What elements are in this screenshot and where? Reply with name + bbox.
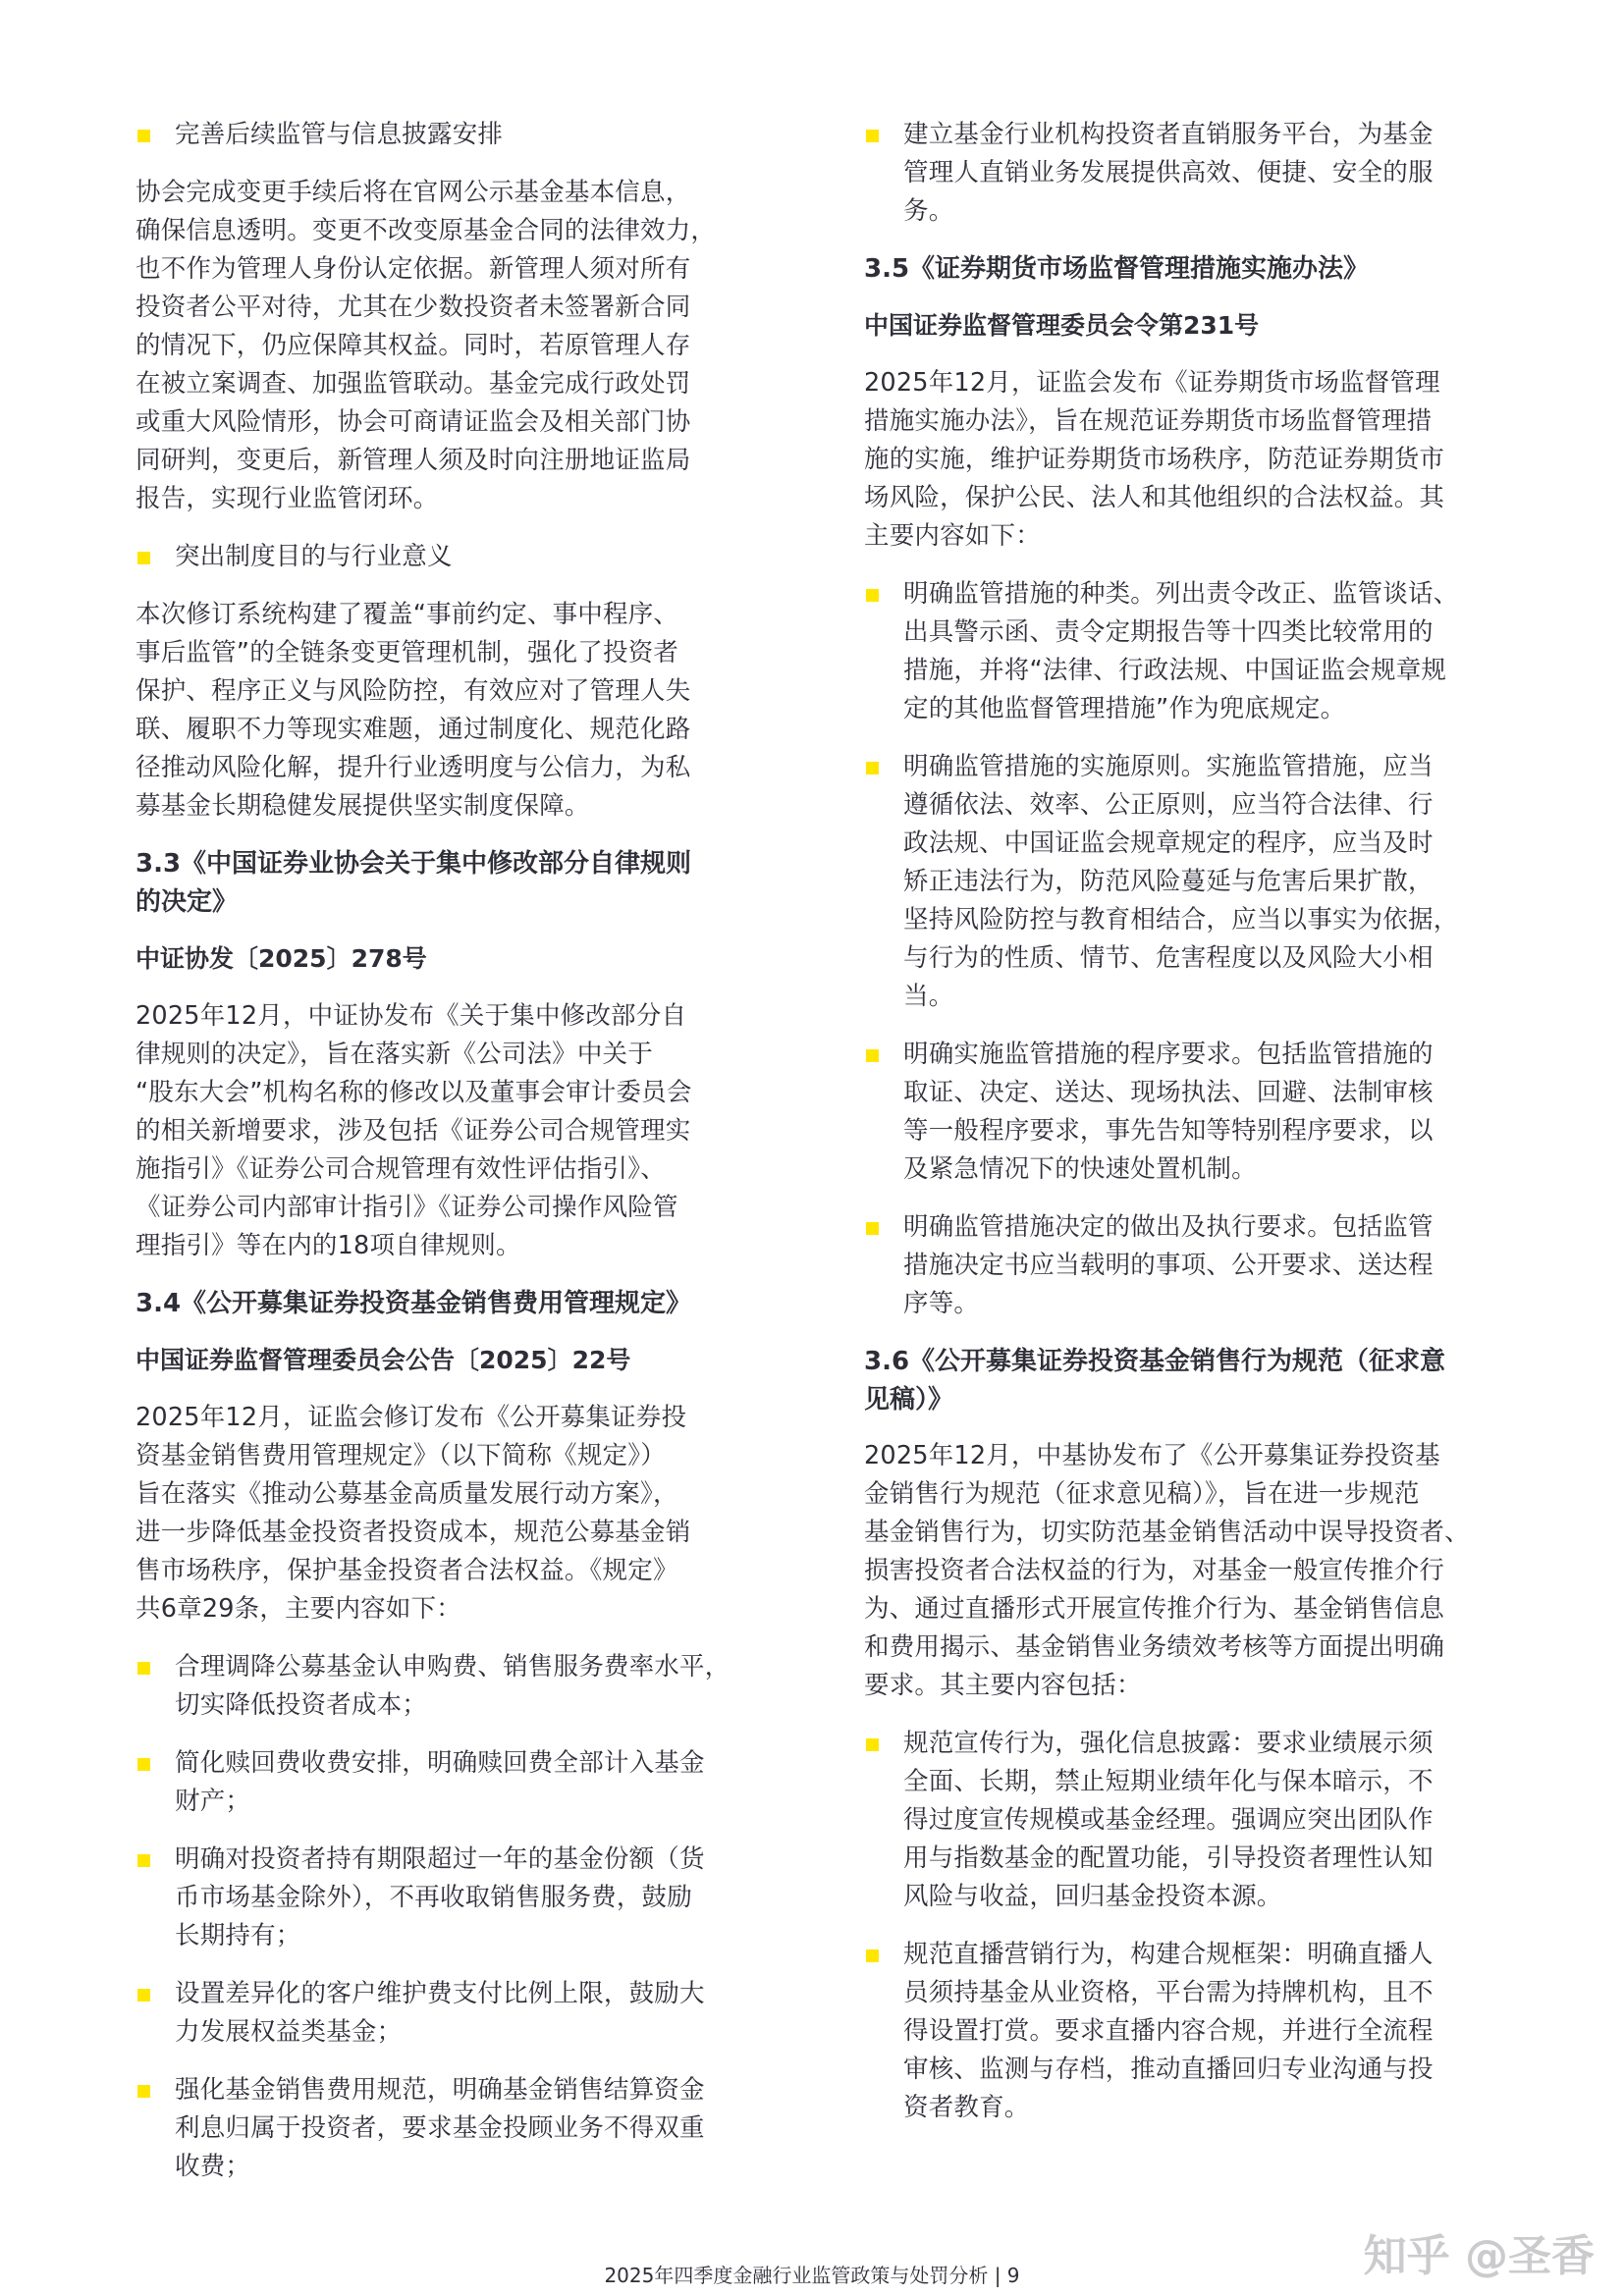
- bullet-text: 合理调降公募基金认申购费、销售服务费率水平， 切实降低投资者成本；: [175, 1652, 731, 1720]
- bullet-text: 规范宣传行为，强化信息披露：要求业绩展示须 全面、长期，禁止短期业绩年化与保本暗示，不 得过度宣传规模或基金经理。强调应突出团队作 用与指数基金的配置功能，引导投资者理性认知 风险与收益，回归基金投资本源。: [903, 1729, 1434, 1911]
- bullet-text: 完善后续监管与信息披露安排: [175, 120, 504, 149]
- bullet-item: [135, 1975, 764, 2052]
- bullet-square-icon: [866, 589, 879, 602]
- paragraph: 2025年12月，证监会修订发布《公开募集证券投 资基金销售费用管理规定》（以下简称《规定》） 旨在落实《推动公募基金高质量发展行动方案》， 进一步降低基金投资者投资成本，规范公募基金销 售市场秩序，保护基金投资者合法权益。《规定》 共6章29条，主要内容如下：: [135, 1403, 691, 1624]
- bullet-square-icon: [137, 1854, 150, 1867]
- bullet-square-icon: [866, 130, 879, 142]
- document-number: 中证协发〔2025〕278号: [135, 944, 427, 973]
- bullet-item: [864, 116, 1492, 231]
- bullet-text: 规范直播营销行为，构建合规框架：明确直播人 员须持基金从业资格，平台需为持牌机构，且不 得设置打赏。要求直播内容合规，并进行全流程 审核、监测与存档，推动直播回归专业沟通与投 资者教育。: [903, 1940, 1434, 2122]
- bullet-square-icon: [866, 1949, 879, 1962]
- bullet-text: 建立基金行业机构投资者直销服务平台，为基金 管理人直销业务发展提供高效、便捷、安全的服 务。: [903, 120, 1434, 226]
- section-heading: 3.5《证券期货市场监督管理措施实施办法》: [864, 254, 1370, 284]
- bullet-square-icon: [866, 1049, 879, 1062]
- bullet-square-icon: [866, 762, 879, 774]
- right-column: [864, 116, 1492, 2147]
- paragraph: 协会完成变更手续后将在官网公示基金基本信息， 确保信息透明。变更不改变原基金合同的法律效力， 也不作为管理人身份认定依据。新管理人须对所有 投资者公平对待，尤其在少数投资者未签署新合同 的情况下，仍应保障其权益。同时，若原管理人存 在被立案调查、加强监管联动。基金完成行政处罚 或重大风险情形，协会可商请证监会及相关部门协 同研判，变更后，新管理人须及时向注册地证监局 报告，实现行业监管闭环。: [135, 178, 717, 513]
- bullet-item: [135, 1841, 764, 1955]
- section-heading: 3.6《公开募集证券投资基金销售行为规范（征求意 见稿）》: [864, 1347, 1446, 1415]
- paragraph: 本次修订系统构建了覆盖“事前约定、事中程序、 事后监管”的全链条变更管理机制，强化了投资者 保护、程序正义与风险防控，有效应对了管理人失 联、履职不力等现实难题，通过制度化、规范化路 径推动风险化解，提升行业透明度与公信力，为私 募基金长期稳健发展提供坚实制度保障。: [135, 600, 691, 821]
- bullet-item: [864, 1936, 1492, 2127]
- document-number: 中国证券监督管理委员会令第231号: [864, 311, 1260, 340]
- bullet-text: 明确对投资者持有期限超过一年的基金份额（货 币市场基金除外），不再收取销售服务费，鼓励 长期持有；: [175, 1844, 705, 1950]
- section-heading: 3.4《公开募集证券投资基金销售费用管理规定》: [135, 1289, 692, 1318]
- bullet-item: [864, 1036, 1492, 1189]
- paragraph: 2025年12月，中基协发布了《公开募集证券投资基 金销售行为规范（征求意见稿）》，旨在进一步规范 基金销售行为，切实防范基金销售活动中误导投资者、 损害投资者合法权益的行为，对基金一般宣传推介行 为、通过直播形式开展宣传推介行为、基金销售信息 和费用揭示、基金销售业务绩效考核等方面提出明确 要求。其主要内容包括：: [864, 1441, 1470, 1700]
- bullet-item: [135, 2071, 764, 2186]
- bullet-square-icon: [137, 1989, 150, 2002]
- bullet-item: [135, 116, 764, 154]
- bullet-text: 明确监管措施的实施原则。实施监管措施，应当 遵循依法、效率、公正原则，应当符合法律、行 政法规、中国证监会规章规定的程序，应当及时 矫正违法行为，防范风险蔓延与危害后果扩散， 坚持风险防控与教育相结合，应当以事实为依据， 与行为的性质、情节、危害程度以及风险大小相 当。: [903, 752, 1459, 1011]
- bullet-item: [864, 748, 1492, 1016]
- bullet-text: 突出制度目的与行业意义: [175, 542, 453, 571]
- bullet-square-icon: [866, 1738, 879, 1751]
- paragraph: 2025年12月，中证协发布《关于集中修改部分自 律规则的决定》，旨在落实新《公司法》中关于 “股东大会”机构名称的修改以及董事会审计委员会 的相关新增要求，涉及包括《证券公司合规管理实 施指引》《证券公司合规管理有效性评估指引》、 《证券公司内部审计指引》《证券公司操作风险管 理指引》等在内的18项自律规则。: [135, 1001, 692, 1260]
- bullet-square-icon: [137, 552, 150, 564]
- bullet-item: [135, 538, 764, 576]
- bullet-item: [864, 575, 1492, 728]
- bullet-item: [135, 1744, 764, 1821]
- section-heading: 3.3《中国证券业协会关于集中修改部分自律规则 的决定》: [135, 849, 692, 917]
- left-column: [135, 116, 764, 2206]
- bullet-text: 明确监管措施的种类。列出责令改正、监管谈话、 出具警示函、责令定期报告等十四类比较常用的 措施，并将“法律、行政法规、中国证监会规章规 定的其他监督管理措施”作为兜底规定。: [903, 579, 1459, 723]
- bullet-square-icon: [137, 2085, 150, 2098]
- bullet-square-icon: [137, 130, 150, 142]
- bullet-text: 明确实施监管措施的程序要求。包括监管措施的 取证、决定、送达、现场执法、回避、法制审核 等一般程序要求，事先告知等特别程序要求，以 及紧急情况下的快速处置机制。: [903, 1040, 1434, 1184]
- page-footer: 2025年四季度金融行业监管政策与处罚分析 | 9: [604, 2264, 1020, 2287]
- bullet-text: 简化赎回费收费安排，明确赎回费全部计入基金 财产；: [175, 1748, 705, 1816]
- watermark: 知乎 @圣香: [1363, 2231, 1595, 2281]
- paragraph: 2025年12月，证监会发布《证券期货市场监督管理 措施实施办法》，旨在规范证券期货市场监督管理措 施的实施，维护证券期货市场秩序，防范证券期货市 场风险，保护公民、法人和其他组织的合法权益。其 主要内容如下：: [864, 368, 1445, 551]
- bullet-square-icon: [137, 1758, 150, 1771]
- bullet-text: 设置差异化的客户维护费支付比例上限，鼓励大 力发展权益类基金；: [175, 1979, 705, 2047]
- bullet-square-icon: [866, 1222, 879, 1235]
- bullet-text: 强化基金销售费用规范，明确基金销售结算资金 利息归属于投资者，要求基金投顾业务不得双重 收费；: [175, 2075, 705, 2181]
- bullet-item: [135, 1648, 764, 1725]
- document-number: 中国证券监督管理委员会公告〔2025〕22号: [135, 1346, 631, 1374]
- bullet-item: [864, 1208, 1492, 1323]
- bullet-square-icon: [137, 1662, 150, 1675]
- bullet-item: [864, 1725, 1492, 1916]
- bullet-text: 明确监管措施决定的做出及执行要求。包括监管 措施决定书应当载明的事项、公开要求、送达程 序等。: [903, 1212, 1434, 1318]
